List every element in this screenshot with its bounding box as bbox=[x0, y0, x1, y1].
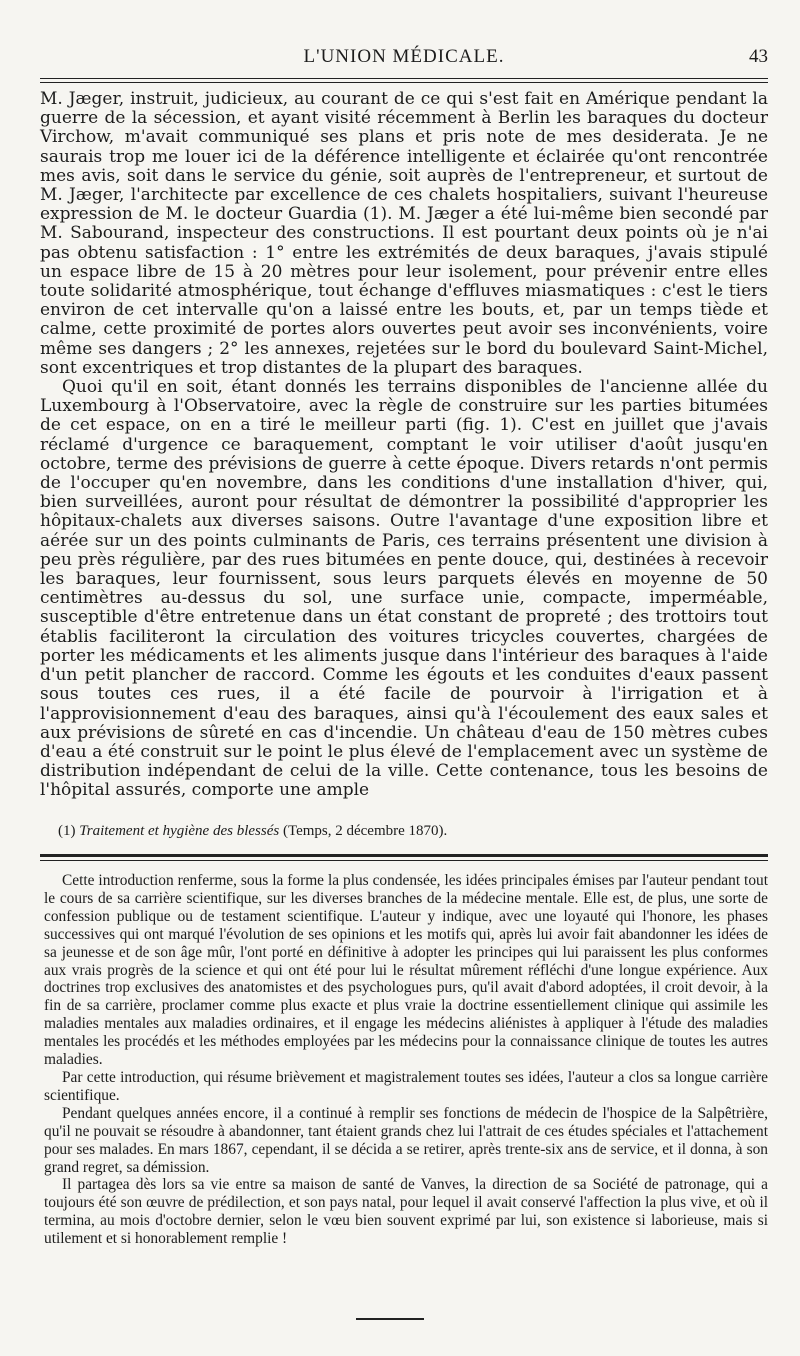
header-rule-bottom bbox=[40, 82, 768, 83]
review-section bbox=[44, 872, 768, 1248]
end-rule bbox=[356, 1318, 424, 1320]
section-rule-bottom bbox=[40, 860, 768, 861]
article-paragraph: M. Jæger, instruit, judicieux, au courant de ce qui s'est fait en Amérique pendant la guerre de la sécession, et ayant visité récemment à Berlin les baraques du docteur Virchow, m'avait communiqué ses plans et pris note de mes desiderata. Je ne saurais trop me louer ici de la déférence intelligente et éclairée qu'ont rencontrée mes avis, soit dans le service du génie, soit auprès de l'entrepreneur, et surtout de M. Jæger, l'architecte par excellence de ces chalets hospitaliers, suivant l'heureuse expression de M. le docteur Guardia (1). M. Jæger a été lui-même bien secondé par M. Sabourand, inspecteur des constructions. Il est pourtant deux points où je n'ai pas obtenu satisfaction : 1° entre les extrémités de deux baraques, j'avais stipulé un espace libre de 15 à 20 mètres pour leur isolement, pour prévenir entre elles toute solidarité atmosphérique, tout échange d'effluves miasmatiques : c'est le tiers environ de cet intervalle qu'on a laissé entre les bouts, et, par un temps tiède et calme, cette proximité de portes alors ouvertes peut avoir ses inconvénients, voire même ses dangers ; 2° les annexes, rejetées sur le bord du boulevard Saint-Michel, sont excentriques et trop distantes de la plupart des baraques. bbox=[40, 89, 768, 378]
page-number: 43 bbox=[749, 46, 768, 67]
footnote-citation: Traitement et hygiène des blessés bbox=[79, 823, 280, 839]
section-rule-top bbox=[40, 854, 768, 857]
article-paragraph: Quoi qu'il en soit, étant donnés les terrains disponibles de l'ancienne allée du Luxembourg à l'Observatoire, avec la règle de construire sur les parties bitumées de cet espace, on en a tiré le meilleur parti (fig. 1). C'est en juillet que j'avais réclamé d'urgence ce baraquement, comptant le voir utiliser d'août jusqu'en octobre, terme des prévisions de guerre à cette époque. Divers retards n'ont permis de l'occuper qu'en novembre, dans les conditions d'une installation d'hiver, qui, bien surveillées, auront pour résultat de démontrer la possibilité d'approprier les hôpitaux-chalets aux diverses saisons. Outre l'avantage d'une exposition libre et aérée sur un des points culminants de Paris, ces terrains présentent une division à peu près régulière, par des rues bitumées en pente douce, qui, destinées à recevoir les baraques, leur fournissent, sous leurs parquets élevés en moyenne de 50 centimètres au-dessus du sol, une surface unie, compacte, imperméable, susceptible d'être entretenue dans un état constant de propreté ; des trottoirs tout établis faciliteront la circulation des voitures tricycles couvertes, chargées de porter les médicaments et les aliments jusque dans l'intérieur des baraques à l'aide d'un petit plancher de raccord. Comme les égouts et les conduites d'eaux passent sous toutes ces rues, il a été facile de pourvoir à l'irrigation et à l'approvisionnement d'eau des baraques, ainsi qu'à l'écoulement des eaux sales et aux prévisions de sûreté en cas d'incendie. Un château d'eau de 150 mètres cubes d'eau a été construit sur le point le plus élevé de l'emplacement avec un système de distribution indépendant de celui de la ville. Cette contenance, tous les besoins de l'hôpital assurés, comporte une ample bbox=[40, 377, 768, 801]
footnote-source: (Temps, 2 décembre 1870). bbox=[282, 823, 448, 839]
review-paragraph: Il partagea dès lors sa vie entre sa maison de santé de Vanves, la direction de sa Société de patronage, qui a toujours été son œuvre de prédilection, et son pays natal, pour lequel il avait conservé l'affection la plus vive, et où il termina, au mois d'octobre dernier, selon le vœu bien souvent exprimé par lui, son existence si laborieuse, mais si utilement et si honorablement remplie ! bbox=[44, 1176, 768, 1248]
review-paragraph: Pendant quelques années encore, il a continué à remplir ses fonctions de médecin de l'hospice de la Salpêtrière, qu'il ne pouvait se résoudre à abandonner, tant étaient grands chez lui l'attrait de ces études spéciales et l'attachement pour ses malades. En mars 1867, cependant, il se décida a se retirer, après trente-six ans de service, et il donna, à son grand regret, sa démission. bbox=[44, 1104, 768, 1176]
footnote-marker: (1) bbox=[58, 823, 76, 839]
page-header bbox=[40, 46, 768, 72]
article-body bbox=[40, 90, 768, 801]
header-rule-top bbox=[40, 78, 768, 79]
review-paragraph: Par cette introduction, qui résume brièvement et magistralement toutes ses idées, l'auteur a clos sa longue carrière scientifique. bbox=[44, 1068, 768, 1104]
footnote bbox=[58, 823, 758, 840]
review-paragraph: Cette introduction renferme, sous la forme la plus condensée, les idées principales émises par l'auteur pendant tout le cours de sa carrière scientifique, sur les diverses branches de la médecine mentale. Elle est, de plus, une sorte de confession publique ou de testament scientifique. L'auteur y indique, avec une loyauté qui l'honore, les phases successives qui ont marqué l'évolution de ses opinions et les motifs qui, après lui avoir fait abandonner les idées de sa jeunesse et de son âge mûr, l'ont porté en définitive à adopter les principes qui lui paraissent les plus conformes aux vrais progrès de la science et qui ont été pour lui le résultat mûrement réfléchi d'une longue expérience. Aux doctrines trop exclusives des anatomistes et des psychologues purs, qu'il avait d'abord adoptées, il croit devoir, à la fin de sa carrière, proclamer comme plus exacte et plus vraie la doctrine essentiellement clinique qui assimile les maladies mentales aux maladies ordinaires, et il engage les médecins aliénistes à appliquer à l'étude des maladies mentales les procédés et les méthodes employées par les médecins pour la connaissance clinique de toutes les autres maladies. bbox=[44, 872, 768, 1069]
running-title: L'UNION MÉDICALE. bbox=[303, 46, 505, 67]
